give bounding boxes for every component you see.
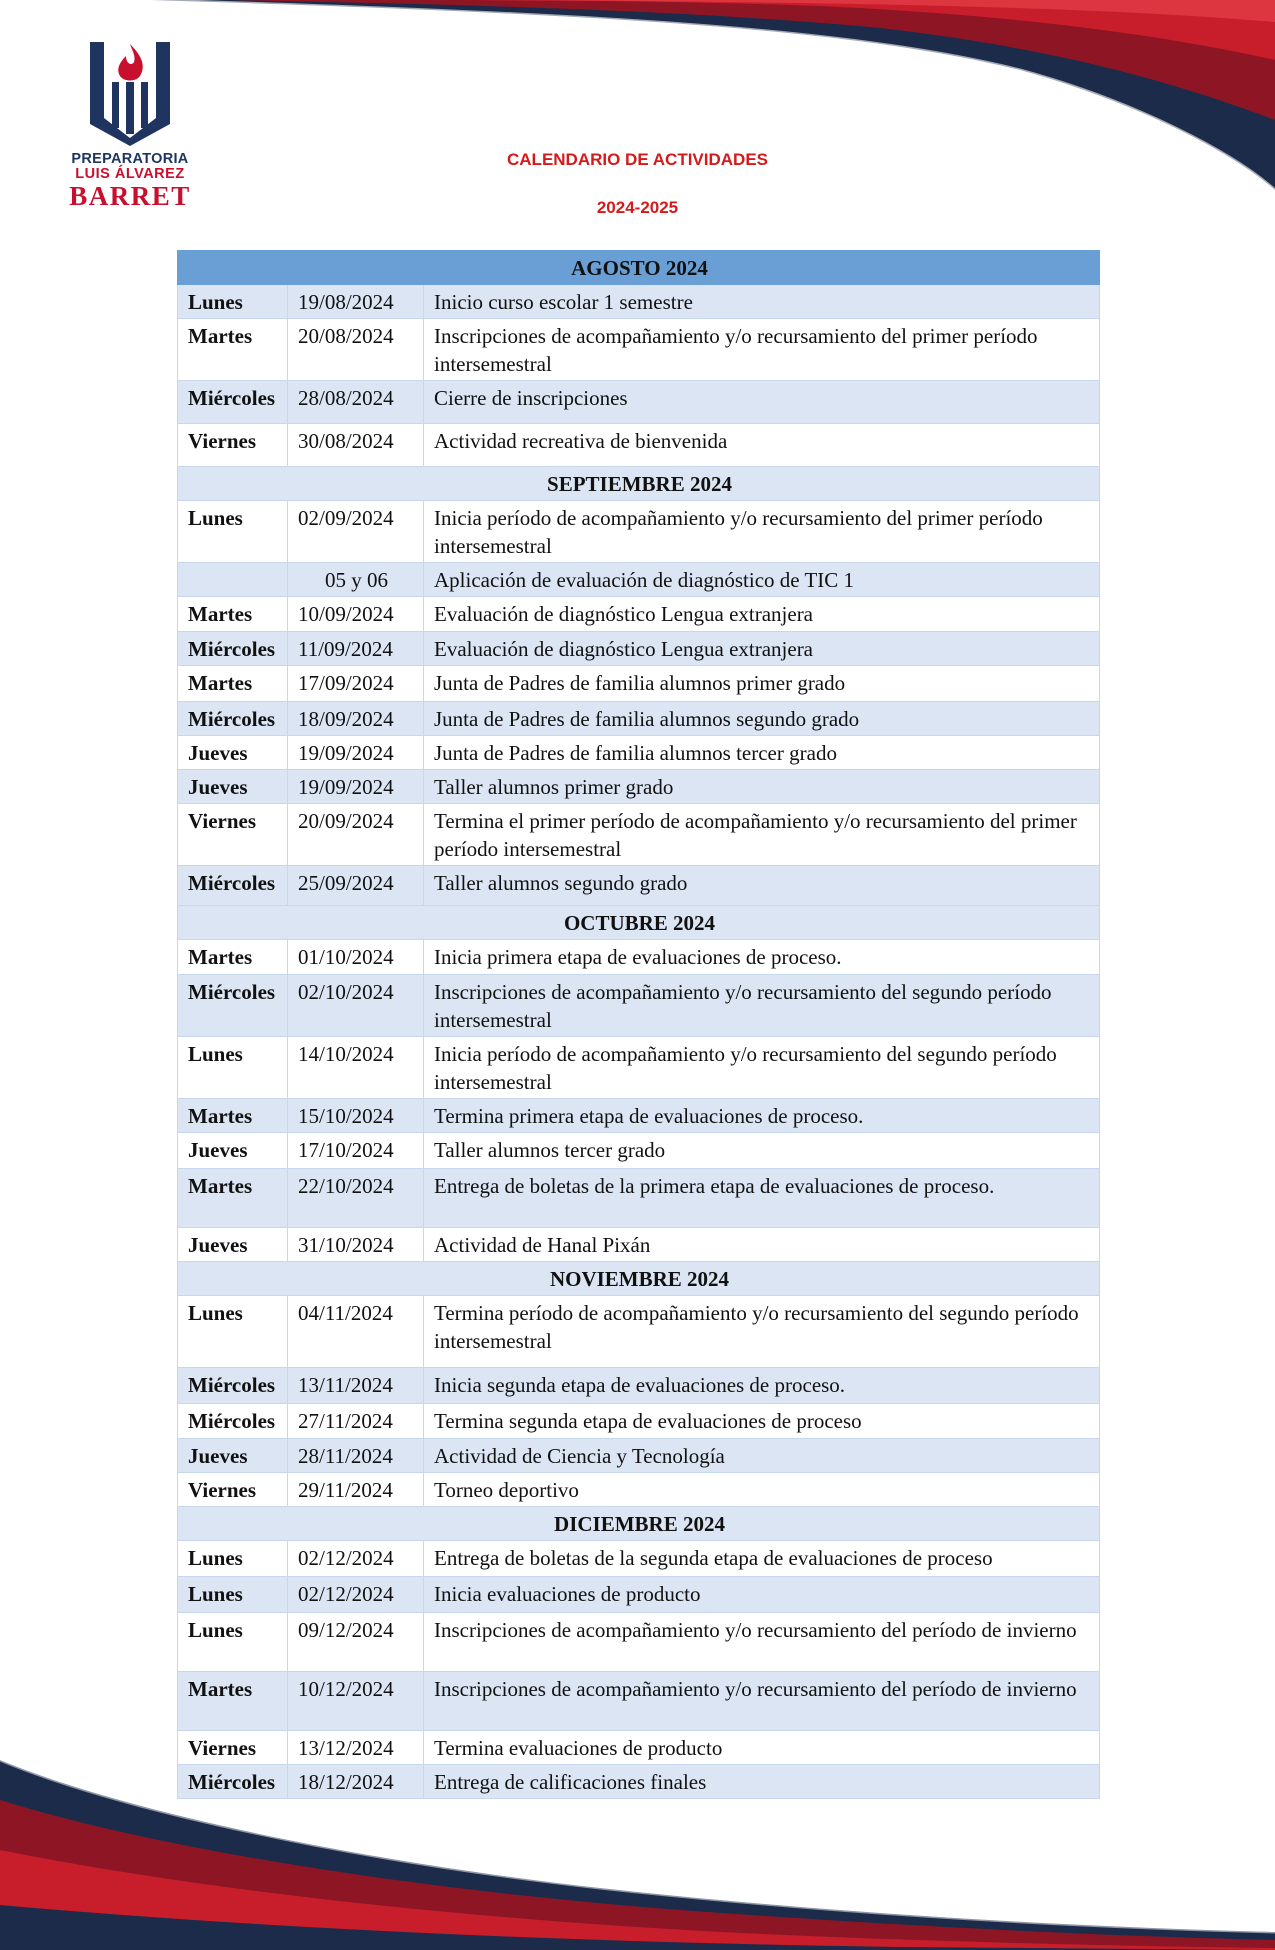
date-cell: 30/08/2024 [288, 424, 424, 467]
school-logo [62, 38, 198, 211]
activity-cell: Inscripciones de acompañamiento y/o recursamiento del segundo período intersemestral [424, 975, 1100, 1037]
event-row [178, 666, 1100, 702]
month-header-row [178, 906, 1100, 940]
activity-cell: Evaluación de diagnóstico Lengua extranjera [424, 597, 1100, 632]
event-row [178, 940, 1100, 975]
event-row [178, 1473, 1100, 1507]
date-cell: 29/11/2024 [288, 1473, 424, 1507]
event-row [178, 702, 1100, 736]
month-header-row [178, 467, 1100, 501]
school-name-line3: BARRET [69, 181, 191, 212]
activities-table-body [178, 251, 1100, 1799]
day-cell: Lunes [178, 1577, 288, 1613]
school-name-line2: LUIS ÁLVAREZ [75, 166, 185, 183]
event-row [178, 1037, 1100, 1099]
event-row [178, 597, 1100, 632]
activity-cell: Inicia evaluaciones de producto [424, 1577, 1100, 1613]
activity-cell: Entrega de boletas de la segunda etapa de evaluaciones de proceso [424, 1541, 1100, 1577]
event-row [178, 1368, 1100, 1404]
event-row [178, 770, 1100, 804]
date-cell: 17/09/2024 [288, 666, 424, 702]
event-row [178, 319, 1100, 381]
month-header-row [178, 1262, 1100, 1296]
event-row [178, 1765, 1100, 1799]
day-cell: Martes [178, 666, 288, 702]
activity-cell: Termina segunda etapa de evaluaciones de proceso [424, 1404, 1100, 1439]
activity-cell: Torneo deportivo [424, 1473, 1100, 1507]
event-row [178, 501, 1100, 563]
activity-cell: Junta de Padres de familia alumnos segundo grado [424, 702, 1100, 736]
event-row [178, 1731, 1100, 1765]
event-row [178, 1541, 1100, 1577]
activity-cell: Junta de Padres de familia alumnos tercer grado [424, 736, 1100, 770]
activity-cell: Entrega de calificaciones finales [424, 1765, 1100, 1799]
date-cell: 22/10/2024 [288, 1169, 424, 1228]
date-cell: 20/09/2024 [288, 804, 424, 866]
event-row [178, 1672, 1100, 1731]
activity-cell: Cierre de inscripciones [424, 381, 1100, 424]
date-cell: 31/10/2024 [288, 1228, 424, 1262]
event-row [178, 1439, 1100, 1473]
day-cell: Viernes [178, 804, 288, 866]
day-cell: Miércoles [178, 1404, 288, 1439]
date-cell: 10/12/2024 [288, 1672, 424, 1731]
day-cell: Lunes [178, 1296, 288, 1368]
date-cell: 05 y 06 [288, 563, 424, 597]
day-cell: Lunes [178, 285, 288, 319]
day-cell: Lunes [178, 501, 288, 563]
date-cell: 04/11/2024 [288, 1296, 424, 1368]
day-cell: Jueves [178, 1228, 288, 1262]
activity-cell: Inicia segunda etapa de evaluaciones de proceso. [424, 1368, 1100, 1404]
date-cell: 19/08/2024 [288, 285, 424, 319]
activity-cell: Termina el primer período de acompañamiento y/o recursamiento del primer período intersemestral [424, 804, 1100, 866]
date-cell: 01/10/2024 [288, 940, 424, 975]
activity-cell: Termina evaluaciones de producto [424, 1731, 1100, 1765]
date-cell: 18/09/2024 [288, 702, 424, 736]
activity-cell: Actividad recreativa de bienvenida [424, 424, 1100, 467]
date-cell: 19/09/2024 [288, 770, 424, 804]
activities-table [177, 250, 1100, 1799]
month-header-row [178, 251, 1100, 285]
activity-cell: Inicia período de acompañamiento y/o recursamiento del segundo período intersemestral [424, 1037, 1100, 1099]
event-row [178, 736, 1100, 770]
date-cell: 17/10/2024 [288, 1133, 424, 1169]
activity-cell: Junta de Padres de familia alumnos primer grado [424, 666, 1100, 702]
date-cell: 02/12/2024 [288, 1541, 424, 1577]
day-cell: Miércoles [178, 381, 288, 424]
month-header: SEPTIEMBRE 2024 [178, 467, 1100, 501]
month-header: DICIEMBRE 2024 [178, 1507, 1100, 1541]
event-row [178, 1296, 1100, 1368]
month-header: NOVIEMBRE 2024 [178, 1262, 1100, 1296]
day-cell: Lunes [178, 1541, 288, 1577]
date-cell: 19/09/2024 [288, 736, 424, 770]
date-cell: 14/10/2024 [288, 1037, 424, 1099]
day-cell: Miércoles [178, 702, 288, 736]
date-cell: 28/08/2024 [288, 381, 424, 424]
day-cell: Lunes [178, 1037, 288, 1099]
activity-cell: Termina período de acompañamiento y/o recursamiento del segundo período intersemestral [424, 1296, 1100, 1368]
event-row [178, 975, 1100, 1037]
day-cell: Miércoles [178, 866, 288, 906]
activity-cell: Taller alumnos primer grado [424, 770, 1100, 804]
date-cell: 18/12/2024 [288, 1765, 424, 1799]
day-cell: Jueves [178, 1439, 288, 1473]
day-cell: Viernes [178, 1473, 288, 1507]
school-name-line1: PREPARATORIA [71, 151, 189, 167]
date-cell: 28/11/2024 [288, 1439, 424, 1473]
date-cell: 02/10/2024 [288, 975, 424, 1037]
activity-cell: Inicio curso escolar 1 semestre [424, 285, 1100, 319]
event-row [178, 866, 1100, 906]
date-cell: 15/10/2024 [288, 1099, 424, 1133]
day-cell: Miércoles [178, 1765, 288, 1799]
date-cell: 27/11/2024 [288, 1404, 424, 1439]
activity-cell: Inscripciones de acompañamiento y/o recursamiento del período de invierno [424, 1613, 1100, 1672]
day-cell: Viernes [178, 424, 288, 467]
date-cell: 25/09/2024 [288, 866, 424, 906]
event-row [178, 1169, 1100, 1228]
day-cell: Martes [178, 940, 288, 975]
event-row [178, 424, 1100, 467]
activity-cell: Inscripciones de acompañamiento y/o recursamiento del primer período intersemestral [424, 319, 1100, 381]
school-emblem-icon [82, 38, 178, 146]
month-header-row [178, 1507, 1100, 1541]
day-cell: Martes [178, 319, 288, 381]
date-cell: 13/12/2024 [288, 1731, 424, 1765]
date-cell: 13/11/2024 [288, 1368, 424, 1404]
event-row [178, 632, 1100, 666]
activity-cell: Actividad de Hanal Pixán [424, 1228, 1100, 1262]
event-row [178, 804, 1100, 866]
day-cell: Viernes [178, 1731, 288, 1765]
page-title: CALENDARIO DE ACTIVIDADES [507, 150, 768, 169]
date-cell: 02/09/2024 [288, 501, 424, 563]
day-cell: Jueves [178, 736, 288, 770]
day-cell: Martes [178, 1169, 288, 1228]
day-cell: Miércoles [178, 632, 288, 666]
activity-cell: Inscripciones de acompañamiento y/o recursamiento del período de invierno [424, 1672, 1100, 1731]
day-cell: Jueves [178, 770, 288, 804]
page-subtitle: 2024-2025 [596, 198, 679, 217]
event-row [178, 1099, 1100, 1133]
activity-cell: Taller alumnos segundo grado [424, 866, 1100, 906]
date-cell: 10/09/2024 [288, 597, 424, 632]
activity-cell: Evaluación de diagnóstico Lengua extranjera [424, 632, 1100, 666]
day-cell: Jueves [178, 1133, 288, 1169]
day-cell: Martes [178, 1099, 288, 1133]
day-cell: Martes [178, 1672, 288, 1731]
day-cell: Miércoles [178, 975, 288, 1037]
date-cell: 20/08/2024 [288, 319, 424, 381]
activity-cell: Actividad de Ciencia y Tecnología [424, 1439, 1100, 1473]
event-row [178, 285, 1100, 319]
activity-cell: Taller alumnos tercer grado [424, 1133, 1100, 1169]
day-cell: Miércoles [178, 1368, 288, 1404]
event-row [178, 381, 1100, 424]
event-row [178, 1613, 1100, 1672]
day-cell [178, 563, 288, 597]
day-cell: Lunes [178, 1613, 288, 1672]
date-cell: 09/12/2024 [288, 1613, 424, 1672]
activity-cell: Termina primera etapa de evaluaciones de proceso. [424, 1099, 1100, 1133]
day-cell: Martes [178, 597, 288, 632]
event-row [178, 1133, 1100, 1169]
activity-cell: Aplicación de evaluación de diagnóstico de TIC 1 [424, 563, 1100, 597]
activity-cell: Entrega de boletas de la primera etapa de evaluaciones de proceso. [424, 1169, 1100, 1228]
event-row [178, 1404, 1100, 1439]
event-row [178, 1228, 1100, 1262]
date-cell: 02/12/2024 [288, 1577, 424, 1613]
activity-cell: Inicia primera etapa de evaluaciones de proceso. [424, 940, 1100, 975]
month-header: OCTUBRE 2024 [178, 906, 1100, 940]
event-row [178, 1577, 1100, 1613]
event-row [178, 563, 1100, 597]
activity-cell: Inicia período de acompañamiento y/o recursamiento del primer período intersemestral [424, 501, 1100, 563]
month-header: AGOSTO 2024 [178, 251, 1100, 285]
date-cell: 11/09/2024 [288, 632, 424, 666]
